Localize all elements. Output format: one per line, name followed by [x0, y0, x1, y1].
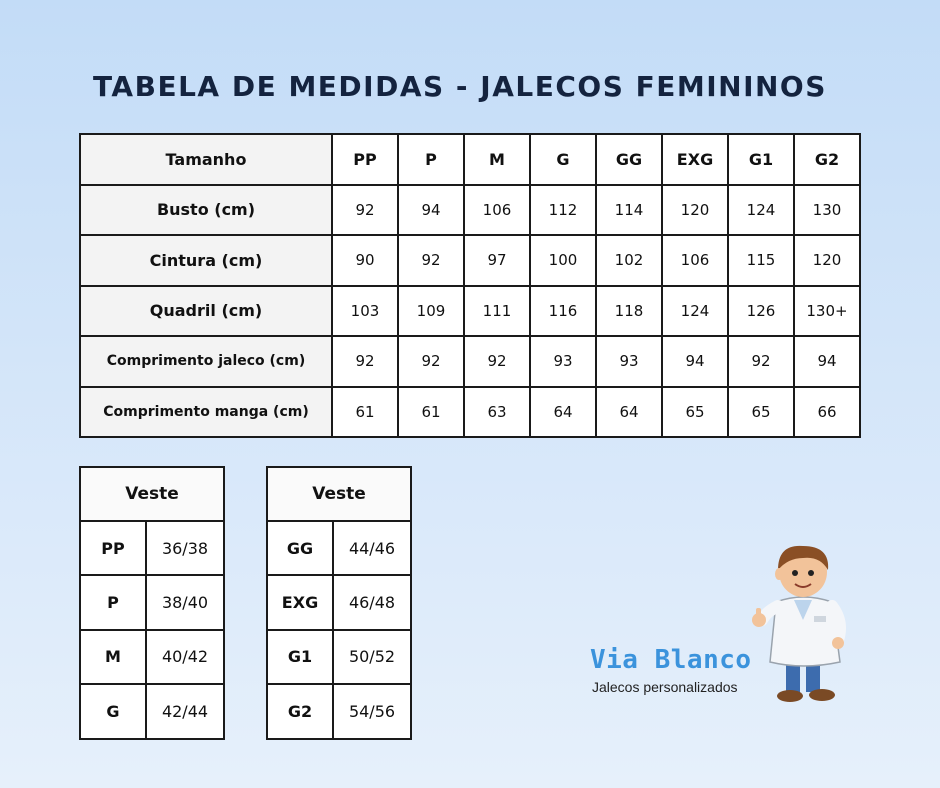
- vest-size-label: GG: [267, 521, 333, 575]
- table-cell: 120: [662, 185, 728, 236]
- size-header-cell: G2: [794, 134, 860, 185]
- table-cell: 111: [464, 286, 530, 337]
- table-row: [267, 575, 411, 629]
- table-row: [267, 521, 411, 575]
- table-cell: 97: [464, 235, 530, 286]
- table-row: [80, 684, 224, 738]
- table-cell: 65: [662, 387, 728, 438]
- size-header-cell: GG: [596, 134, 662, 185]
- table-cell: 92: [398, 336, 464, 387]
- table-cell: 124: [662, 286, 728, 337]
- vest-size-value: 36/38: [146, 521, 224, 575]
- table-row: [80, 521, 224, 575]
- table-cell: 64: [530, 387, 596, 438]
- table-cell: 118: [596, 286, 662, 337]
- table-cell: 92: [398, 235, 464, 286]
- size-measurements-table: [79, 133, 861, 438]
- vest-size-value: 46/48: [333, 575, 411, 629]
- vest-size-label: G: [80, 684, 146, 738]
- vest-size-table-1: [79, 466, 225, 740]
- vest-header: Veste: [80, 467, 224, 521]
- table-cell: 106: [464, 185, 530, 236]
- table-cell: 100: [530, 235, 596, 286]
- vest-size-label: G2: [267, 684, 333, 738]
- table-cell: 61: [332, 387, 398, 438]
- page-title: TABELA DE MEDIDAS - JALECOS FEMININOS: [93, 70, 827, 103]
- table-cell: 65: [728, 387, 794, 438]
- vest-size-value: 50/52: [333, 630, 411, 684]
- table-cell: 130+: [794, 286, 860, 337]
- size-header-cell: P: [398, 134, 464, 185]
- size-header-cell: G: [530, 134, 596, 185]
- table-cell: 92: [728, 336, 794, 387]
- table-cell: 63: [464, 387, 530, 438]
- table-row: [80, 235, 860, 286]
- table-cell: 64: [596, 387, 662, 438]
- brand-tagline: Jalecos personalizados: [592, 679, 738, 695]
- table-cell: 115: [728, 235, 794, 286]
- table-row: [267, 630, 411, 684]
- table-cell: 102: [596, 235, 662, 286]
- vest-size-label: EXG: [267, 575, 333, 629]
- size-header-cell: G1: [728, 134, 794, 185]
- size-header-cell: M: [464, 134, 530, 185]
- table-cell: 92: [332, 185, 398, 236]
- table-cell: 93: [596, 336, 662, 387]
- vest-size-label: M: [80, 630, 146, 684]
- vest-header-row: [80, 467, 224, 521]
- vest-size-label: P: [80, 575, 146, 629]
- vest-size-value: 44/46: [333, 521, 411, 575]
- vest-header-row: [267, 467, 411, 521]
- table-cell: 109: [398, 286, 464, 337]
- table-cell: 106: [662, 235, 728, 286]
- table-cell: 120: [794, 235, 860, 286]
- table-cell: 94: [794, 336, 860, 387]
- vest-size-label: PP: [80, 521, 146, 575]
- size-header-cell: EXG: [662, 134, 728, 185]
- table-cell: 66: [794, 387, 860, 438]
- table-cell: 92: [464, 336, 530, 387]
- vest-size-value: 38/40: [146, 575, 224, 629]
- table-row: [80, 286, 860, 337]
- table-cell: 126: [728, 286, 794, 337]
- table-cell: 93: [530, 336, 596, 387]
- header-cell-tamanho: Tamanho: [80, 134, 332, 185]
- row-label-cintura: Cintura (cm): [80, 235, 332, 286]
- table-cell: 61: [398, 387, 464, 438]
- table-cell: 130: [794, 185, 860, 236]
- table-row: [80, 336, 860, 387]
- table-row: [80, 185, 860, 236]
- table-header-row: [80, 134, 860, 185]
- size-header-cell: PP: [332, 134, 398, 185]
- vest-size-value: 54/56: [333, 684, 411, 738]
- row-label-quadril: Quadril (cm): [80, 286, 332, 337]
- brand-logo: Via Blanco: [590, 645, 752, 675]
- vest-size-table-2: [266, 466, 412, 740]
- vest-size-value: 40/42: [146, 630, 224, 684]
- row-label-comprimento-manga: Comprimento manga (cm): [80, 387, 332, 438]
- vest-header: Veste: [267, 467, 411, 521]
- table-cell: 94: [662, 336, 728, 387]
- table-cell: 94: [398, 185, 464, 236]
- table-row: [267, 684, 411, 738]
- table-cell: 114: [596, 185, 662, 236]
- doctor-mascot-icon: [748, 540, 858, 705]
- table-cell: 124: [728, 185, 794, 236]
- table-cell: 103: [332, 286, 398, 337]
- row-label-busto: Busto (cm): [80, 185, 332, 236]
- table-cell: 112: [530, 185, 596, 236]
- table-cell: 116: [530, 286, 596, 337]
- vest-size-value: 42/44: [146, 684, 224, 738]
- table-cell: 90: [332, 235, 398, 286]
- table-row: [80, 630, 224, 684]
- table-row: [80, 387, 860, 438]
- table-cell: 92: [332, 336, 398, 387]
- vest-size-label: G1: [267, 630, 333, 684]
- table-row: [80, 575, 224, 629]
- row-label-comprimento-jaleco: Comprimento jaleco (cm): [80, 336, 332, 387]
